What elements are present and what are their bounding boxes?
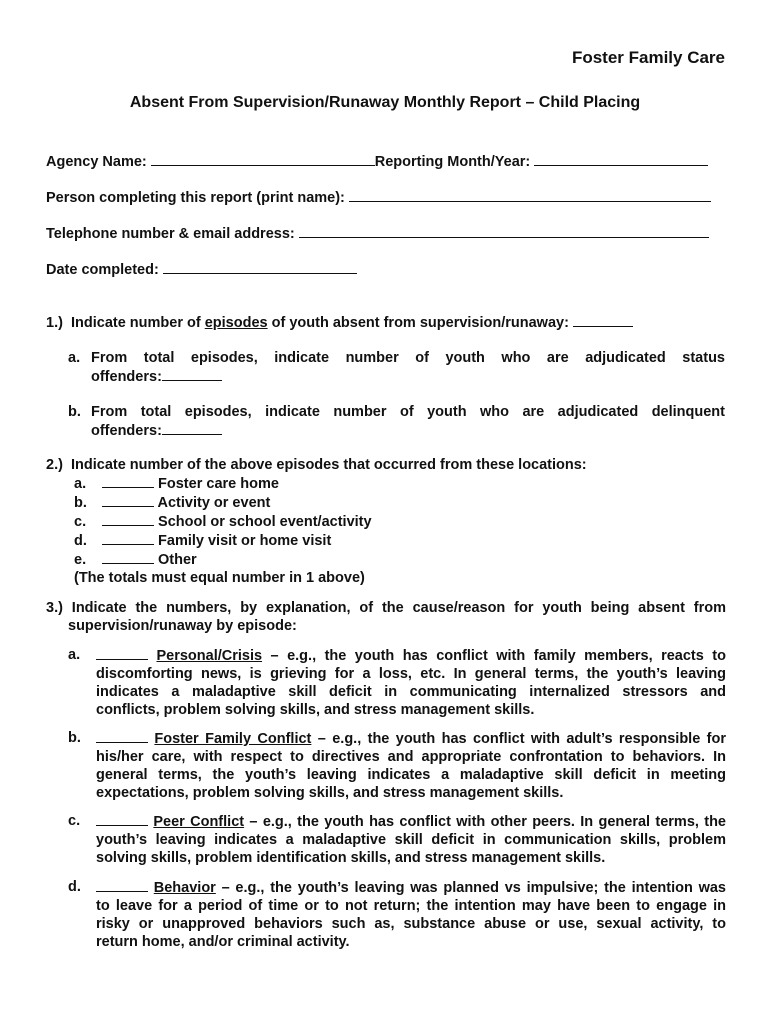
question-1-text-after: of youth absent from supervision/runaway: [271, 315, 569, 331]
location-list [74, 474, 372, 587]
reason-foster-family-conflict [96, 729, 726, 802]
reason-first-line [96, 812, 726, 831]
totals-note: (The totals must equal number in 1 above) [74, 570, 365, 586]
q1a-offenders-label: offenders: [91, 369, 162, 385]
q1b-line1: From total episodes, indicate number of youth who are adjudicated delinquent [91, 404, 725, 420]
reason-term: Personal/Crisis [156, 648, 263, 664]
reason-first-text: – e.g., the youth’s leaving was planned vs impulsive; the intention was [215, 880, 726, 896]
reason-line: youth’s leaving indicates a maladaptive skill deficit in communication skills, problem [96, 832, 726, 848]
reason-line: expectations, problem solving skills, and stress management skills. [96, 785, 564, 801]
question-1-text: Indicate number of [70, 315, 201, 331]
location-marker: b. [74, 495, 87, 511]
question-1-number: 1.) [46, 315, 63, 331]
question-1 [46, 313, 633, 332]
reason-first-line [96, 878, 726, 897]
question-3-line2: supervision/runaway by episode: [68, 618, 297, 634]
behavior-count-field[interactable] [96, 878, 148, 892]
reason-line: solving skills, problem identification skills, and stress management skills. [96, 850, 606, 866]
location-item [74, 550, 372, 569]
q1a-line2 [91, 367, 222, 386]
question-3-text: Indicate the numbers, by explanation, of the cause/reason for youth being absent from [71, 600, 727, 616]
reporting-month-field[interactable] [534, 152, 708, 166]
reason-marker: b. [68, 730, 81, 746]
location-label: Foster care home [158, 476, 279, 492]
reason-first-line [96, 729, 726, 748]
reason-line: general terms, the youth’s leaving indicates a maladaptive skill deficit in meeting [96, 767, 726, 783]
date-completed-field[interactable] [163, 260, 357, 274]
location-marker: c. [74, 514, 87, 530]
agency-row [46, 152, 708, 171]
question-2-text: Indicate number of the above episodes that occurred from these locations: [70, 457, 587, 473]
reporting-month-label: Reporting Month/Year: [374, 154, 531, 170]
reason-marker: d. [68, 879, 81, 895]
telephone-email-field[interactable] [299, 224, 709, 238]
reason-first-line [96, 646, 726, 665]
q1b-offenders-label: offenders: [91, 423, 162, 439]
episodes-count-field[interactable] [573, 313, 633, 327]
reason-marker: a. [68, 647, 81, 663]
q1b-marker: b. [68, 404, 81, 420]
reason-term: Foster Family Conflict [154, 731, 312, 747]
reason-first-text: – e.g., the youth has conflict with family members, reacts to [262, 648, 726, 664]
reason-marker: c. [68, 813, 81, 829]
question-1-episodes: episodes [204, 315, 268, 331]
date-completed-label: Date completed: [46, 262, 159, 278]
location-count-field[interactable] [102, 493, 154, 507]
location-marker: a. [74, 476, 87, 492]
reason-line: conflicts, problem solving skills, and stress management skills. [96, 702, 535, 718]
location-item [74, 512, 372, 531]
reason-line: to leave for a period of time or to not return; the intention may have been to engage in [96, 898, 726, 914]
reason-behavior [96, 878, 726, 951]
reason-personal-crisis [96, 646, 726, 719]
reason-peer-conflict [96, 812, 726, 867]
reason-line: indicates a maladaptive skill deficit in communicating internalized stressors and [96, 684, 726, 700]
q1b-line2 [91, 421, 222, 440]
page-title: Absent From Supervision/Runaway Monthly Report – Child Placing [129, 94, 641, 111]
agency-name-field[interactable] [151, 152, 375, 166]
location-marker: d. [74, 533, 87, 549]
question-2 [46, 456, 587, 474]
person-completing-field[interactable] [349, 188, 711, 202]
location-label: Other [158, 552, 197, 568]
reason-first-text: – e.g., the youth has conflict with other peers. In general terms, the [244, 814, 727, 830]
location-count-field[interactable] [102, 550, 154, 564]
location-marker: e. [74, 552, 87, 568]
location-label: Family visit or home visit [158, 533, 332, 549]
location-item [74, 474, 372, 493]
telephone-row [46, 224, 709, 243]
peer-conflict-count-field[interactable] [96, 812, 148, 826]
location-item [74, 493, 372, 512]
program-name: Foster Family Care [571, 48, 725, 67]
reason-line: risky or unapproved behaviors such as, substance abuse or use, sexual activity, to [96, 916, 726, 932]
question-3-number: 3.) [46, 600, 63, 616]
location-item [74, 531, 372, 550]
personal-crisis-count-field[interactable] [96, 646, 148, 660]
location-label: Activity or event [157, 495, 271, 511]
reason-line: discomforting news, is grieving for a loss, etc. In general terms, the youth’s leaving [96, 666, 726, 682]
question-2-number: 2.) [46, 457, 63, 473]
delinquent-offenders-field[interactable] [162, 421, 222, 435]
person-completing-label: Person completing this report (print name): [46, 190, 345, 206]
question-3-line1 [46, 599, 726, 617]
location-count-field[interactable] [102, 531, 154, 545]
location-label: School or school event/activity [158, 514, 372, 530]
foster-family-conflict-count-field[interactable] [96, 729, 148, 743]
reason-line: return home, and/or criminal activity. [96, 934, 350, 950]
question-3 [46, 599, 726, 635]
telephone-email-label: Telephone number & email address: [46, 226, 295, 242]
agency-name-label: Agency Name: [46, 154, 147, 170]
q1a-marker: a. [68, 350, 81, 366]
location-count-field[interactable] [102, 512, 154, 526]
person-row [46, 188, 711, 207]
reason-term: Behavior [153, 880, 216, 896]
q1a-line1: From total episodes, indicate number of youth who are adjudicated status [91, 350, 725, 366]
date-row [46, 260, 357, 279]
status-offenders-field[interactable] [162, 367, 222, 381]
reason-first-text: – e.g., the youth has conflict with adult’s responsible for [311, 731, 726, 747]
reason-line: his/her care, with respect to directives and appropriate confrontation to behaviors. In [96, 749, 726, 765]
location-count-field[interactable] [102, 474, 154, 488]
reason-term: Peer Conflict [153, 814, 245, 830]
